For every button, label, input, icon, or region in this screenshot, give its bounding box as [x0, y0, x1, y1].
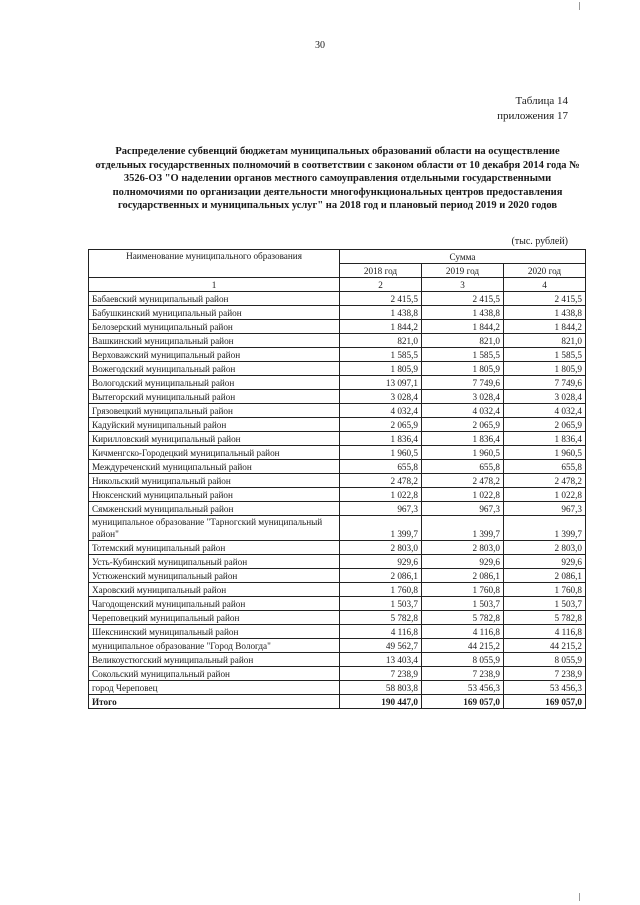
value-2018: 4 116,8 [340, 625, 422, 639]
municipality-name: Междуреченский муниципальный район [89, 460, 340, 474]
table-row [89, 376, 586, 390]
value-2019: 4 032,4 [422, 404, 504, 418]
value-2020: 1 438,8 [504, 306, 586, 320]
value-2020: 1 399,7 [504, 516, 586, 541]
municipality-name: Грязовецкий муниципальный район [89, 404, 340, 418]
value-2020: 2 415,5 [504, 292, 586, 306]
table-row [89, 681, 586, 695]
municipality-name: Тотемский муниципальный район [89, 541, 340, 555]
value-2019: 2 065,9 [422, 418, 504, 432]
value-2018: 3 028,4 [340, 390, 422, 404]
value-2019: 7 749,6 [422, 376, 504, 390]
municipality-name: Устюженский муниципальный район [89, 569, 340, 583]
column-header-name: Наименование муниципального образования [89, 250, 340, 278]
value-2018: 1 960,5 [340, 446, 422, 460]
municipality-name: Вашкинский муниципальный район [89, 334, 340, 348]
value-2020: 1 844,2 [504, 320, 586, 334]
municipality-name: город Череповец [89, 681, 340, 695]
table-row [89, 292, 586, 306]
value-2020: 2 086,1 [504, 569, 586, 583]
value-2019: 2 478,2 [422, 474, 504, 488]
value-2018: 7 238,9 [340, 667, 422, 681]
value-2019: 2 415,5 [422, 292, 504, 306]
value-2020: 1 503,7 [504, 597, 586, 611]
municipality-name: Сокольский муниципальный район [89, 667, 340, 681]
table-row [89, 446, 586, 460]
value-2019: 1 438,8 [422, 306, 504, 320]
value-2020: 1 022,8 [504, 488, 586, 502]
value-2019: 2 086,1 [422, 569, 504, 583]
table-row [89, 611, 586, 625]
value-2019: 7 238,9 [422, 667, 504, 681]
table-row [89, 653, 586, 667]
value-2019: 655,8 [422, 460, 504, 474]
value-2019: 5 782,8 [422, 611, 504, 625]
table-row [89, 502, 586, 516]
municipality-name: Вожегодский муниципальный район [89, 362, 340, 376]
scan-edge-mark [579, 893, 580, 901]
municipality-name: Никольский муниципальный район [89, 474, 340, 488]
value-2018: 13 403,4 [340, 653, 422, 667]
column-index-2: 2 [340, 278, 422, 292]
municipality-name: Сямженский муниципальный район [89, 502, 340, 516]
municipality-name: муниципальное образование "Тарногский муниципальный район" [89, 516, 340, 541]
table-row [89, 362, 586, 376]
table-row [89, 390, 586, 404]
value-2018: 1 760,8 [340, 583, 422, 597]
municipality-name: Усть-Кубинский муниципальный район [89, 555, 340, 569]
scan-edge-mark [579, 2, 580, 10]
value-2019: 929,6 [422, 555, 504, 569]
table-row [89, 404, 586, 418]
table-row [89, 667, 586, 681]
value-2018: 967,3 [340, 502, 422, 516]
value-2020: 7 238,9 [504, 667, 586, 681]
value-2020: 821,0 [504, 334, 586, 348]
value-2018: 2 065,9 [340, 418, 422, 432]
value-2019: 1 585,5 [422, 348, 504, 362]
value-2018: 1 022,8 [340, 488, 422, 502]
value-2019: 821,0 [422, 334, 504, 348]
value-2020: 1 760,8 [504, 583, 586, 597]
value-2020: 3 028,4 [504, 390, 586, 404]
municipality-name: Кирилловский муниципальный район [89, 432, 340, 446]
municipality-name: Вытегорский муниципальный район [89, 390, 340, 404]
units-label: (тыс. рублей) [511, 236, 568, 247]
subvention-table [88, 249, 586, 709]
total-2019: 169 057,0 [422, 695, 504, 709]
value-2019: 8 055,9 [422, 653, 504, 667]
value-2018: 1 399,7 [340, 516, 422, 541]
municipality-name: Череповецкий муниципальный район [89, 611, 340, 625]
table-row [89, 639, 586, 653]
value-2018: 1 438,8 [340, 306, 422, 320]
value-2018: 1 805,9 [340, 362, 422, 376]
value-2020: 4 116,8 [504, 625, 586, 639]
table-row [89, 569, 586, 583]
value-2019: 1 844,2 [422, 320, 504, 334]
table-reference [497, 94, 568, 124]
value-2020: 1 805,9 [504, 362, 586, 376]
value-2018: 655,8 [340, 460, 422, 474]
table-row [89, 488, 586, 502]
value-2019: 53 456,3 [422, 681, 504, 695]
page-number: 30 [315, 40, 325, 51]
value-2020: 2 065,9 [504, 418, 586, 432]
value-2019: 1 805,9 [422, 362, 504, 376]
municipality-name: Кичменгско-Городецкий муниципальный район [89, 446, 340, 460]
value-2018: 2 803,0 [340, 541, 422, 555]
table-body [89, 292, 586, 695]
table-row [89, 432, 586, 446]
municipality-name: Нюксенский муниципальный район [89, 488, 340, 502]
table-row [89, 597, 586, 611]
table-row [89, 348, 586, 362]
municipality-name: Харовский муниципальный район [89, 583, 340, 597]
value-2020: 53 456,3 [504, 681, 586, 695]
table-row [89, 625, 586, 639]
municipality-name: Белозерский муниципальный район [89, 320, 340, 334]
total-label: Итого [89, 695, 340, 709]
value-2018: 5 782,8 [340, 611, 422, 625]
municipality-name: Верховажский муниципальный район [89, 348, 340, 362]
value-2019: 3 028,4 [422, 390, 504, 404]
value-2018: 2 478,2 [340, 474, 422, 488]
column-header-2019: 2019 год [422, 264, 504, 278]
value-2018: 929,6 [340, 555, 422, 569]
value-2018: 821,0 [340, 334, 422, 348]
table-row [89, 583, 586, 597]
value-2020: 2 478,2 [504, 474, 586, 488]
municipality-name: Великоустюгский муниципальный район [89, 653, 340, 667]
value-2018: 1 836,4 [340, 432, 422, 446]
table-row [89, 474, 586, 488]
table-row [89, 306, 586, 320]
table-row [89, 460, 586, 474]
table-number: Таблица 14 [515, 95, 568, 107]
value-2018: 4 032,4 [340, 404, 422, 418]
value-2019: 1 760,8 [422, 583, 504, 597]
column-header-2020: 2020 год [504, 264, 586, 278]
value-2020: 929,6 [504, 555, 586, 569]
value-2018: 1 844,2 [340, 320, 422, 334]
header-row [89, 250, 586, 264]
municipality-name: Бабушкинский муниципальный район [89, 306, 340, 320]
total-2020: 169 057,0 [504, 695, 586, 709]
table-row [89, 334, 586, 348]
value-2020: 7 749,6 [504, 376, 586, 390]
value-2020: 655,8 [504, 460, 586, 474]
column-header-2018: 2018 год [340, 264, 422, 278]
value-2019: 1 503,7 [422, 597, 504, 611]
value-2019: 967,3 [422, 502, 504, 516]
value-2018: 1 503,7 [340, 597, 422, 611]
municipality-name: Шекснинский муниципальный район [89, 625, 340, 639]
column-index-row [89, 278, 586, 292]
value-2020: 1 585,5 [504, 348, 586, 362]
value-2019: 44 215,2 [422, 639, 504, 653]
total-2018: 190 447,0 [340, 695, 422, 709]
document-title: Распределение субвенций бюджетам муниципальных образований области на осуществление отдельных государственных полномочий в соответствии с законом области от 10 декабря 2014 года № 3526-ОЗ "О наделении органов местного самоуправления отдельными государственными полномочиями по организации деятельности многофункциональных центров предоставления государственных и муниципальных услуг" на 2018 год и плановый период 2019 и 2020 годов [95, 146, 580, 211]
value-2019: 1 960,5 [422, 446, 504, 460]
table-row [89, 516, 586, 541]
table-row [89, 541, 586, 555]
value-2020: 44 215,2 [504, 639, 586, 653]
municipality-name: муниципальное образование "Город Вологда" [89, 639, 340, 653]
column-header-sum: Сумма [340, 250, 586, 264]
column-index-1: 1 [89, 278, 340, 292]
value-2020: 8 055,9 [504, 653, 586, 667]
table-row [89, 418, 586, 432]
municipality-name: Вологодский муниципальный район [89, 376, 340, 390]
appendix-reference: приложения 17 [497, 110, 568, 122]
municipality-name: Бабаевский муниципальный район [89, 292, 340, 306]
value-2020: 1 960,5 [504, 446, 586, 460]
value-2020: 1 836,4 [504, 432, 586, 446]
table-row [89, 555, 586, 569]
value-2018: 49 562,7 [340, 639, 422, 653]
value-2018: 13 097,1 [340, 376, 422, 390]
value-2018: 2 086,1 [340, 569, 422, 583]
value-2020: 2 803,0 [504, 541, 586, 555]
table-row [89, 320, 586, 334]
column-index-3: 3 [422, 278, 504, 292]
value-2020: 967,3 [504, 502, 586, 516]
value-2019: 2 803,0 [422, 541, 504, 555]
value-2018: 58 803,8 [340, 681, 422, 695]
value-2019: 1 399,7 [422, 516, 504, 541]
municipality-name: Чагодощенский муниципальный район [89, 597, 340, 611]
value-2018: 1 585,5 [340, 348, 422, 362]
value-2020: 5 782,8 [504, 611, 586, 625]
municipality-name: Кадуйский муниципальный район [89, 418, 340, 432]
value-2020: 4 032,4 [504, 404, 586, 418]
value-2019: 1 022,8 [422, 488, 504, 502]
value-2019: 1 836,4 [422, 432, 504, 446]
value-2019: 4 116,8 [422, 625, 504, 639]
value-2018: 2 415,5 [340, 292, 422, 306]
total-row [89, 695, 586, 709]
column-index-4: 4 [504, 278, 586, 292]
